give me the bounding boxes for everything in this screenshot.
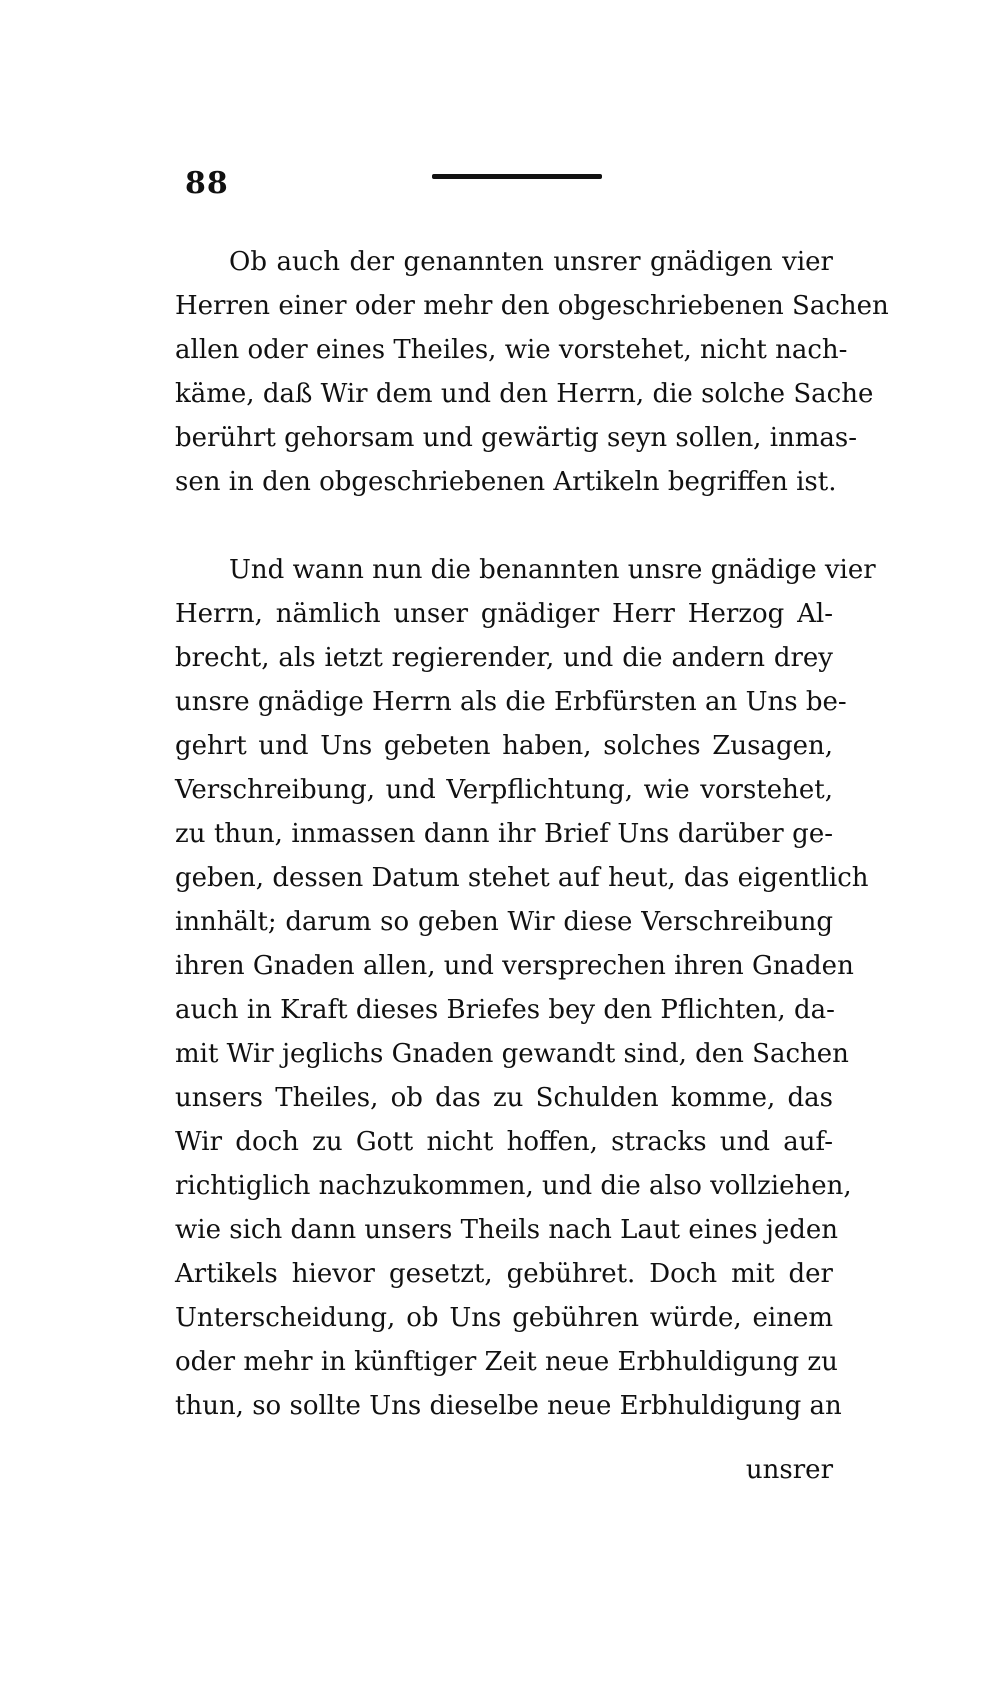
text-line: unsers Theiles, ob das zu Schulden komme, das xyxy=(175,1083,833,1113)
text-line: käme, daß Wir dem und den Herrn, die solche Sache xyxy=(175,379,874,409)
text-line: auch in Kraft dieses Briefes bey den Pflichten, da- xyxy=(175,995,835,1025)
text-line: wie sich dann unsers Theils nach Laut eines jeden xyxy=(175,1215,839,1245)
text-line: allen oder eines Theiles, wie vorstehet, nicht nach- xyxy=(175,335,848,365)
text-line: Verschreibung, und Verpflichtung, wie vorstehet, xyxy=(175,775,833,805)
text-line: gehrt und Uns gebeten haben, solches Zusagen, xyxy=(175,731,833,761)
text-line: Herren einer oder mehr den obgeschriebenen Sachen xyxy=(175,291,889,321)
text-line: Wir doch zu Gott nicht hoffen, stracks und auf- xyxy=(175,1127,833,1157)
text-line: Artikels hievor gesetzt, gebühret. Doch mit der xyxy=(175,1259,833,1289)
text-line: richtiglich nachzukommen, und die also vollziehen, xyxy=(175,1171,852,1201)
text-line-last: sen in den obgeschriebenen Artikeln begriffen ist. xyxy=(175,467,837,497)
text-line: innhält; darum so geben Wir diese Verschreibung xyxy=(175,907,833,937)
text-line: Und wann nun die benannten unsre gnädige vier xyxy=(229,555,876,585)
paragraph-1 xyxy=(175,240,889,504)
text-line: mit Wir jeglichs Gnaden gewandt sind, den Sachen xyxy=(175,1039,849,1069)
text-line: Herrn, nämlich unser gnädiger Herr Herzog Al- xyxy=(175,599,833,629)
paragraph-2 xyxy=(175,548,876,1428)
text-line: unsre gnädige Herrn als die Erbfürsten an Uns be- xyxy=(175,687,847,717)
text-line: geben, dessen Datum stehet auf heut, das eigentlich xyxy=(175,863,869,893)
page-header xyxy=(185,166,825,206)
text-line: Unterscheidung, ob Uns gebühren würde, einem xyxy=(175,1303,833,1333)
header-rule xyxy=(432,174,602,179)
catchword: unsrer xyxy=(745,1455,833,1485)
text-line: berührt gehorsam und gewärtig seyn sollen, inmas- xyxy=(175,423,858,453)
text-line: thun, so sollte Uns dieselbe neue Erbhuldigung an xyxy=(175,1391,842,1421)
text-line: oder mehr in künftiger Zeit neue Erbhuldigung zu xyxy=(175,1347,838,1377)
text-line: brecht, als ietzt regierender, und die andern drey xyxy=(175,643,833,673)
text-line: ihren Gnaden allen, und versprechen ihren Gnaden xyxy=(175,951,854,981)
text-line: Ob auch der genannten unsrer gnädigen vier xyxy=(229,247,833,277)
page-number: 88 xyxy=(185,166,229,201)
text-line: zu thun, inmassen dann ihr Brief Uns darüber ge- xyxy=(175,819,833,849)
